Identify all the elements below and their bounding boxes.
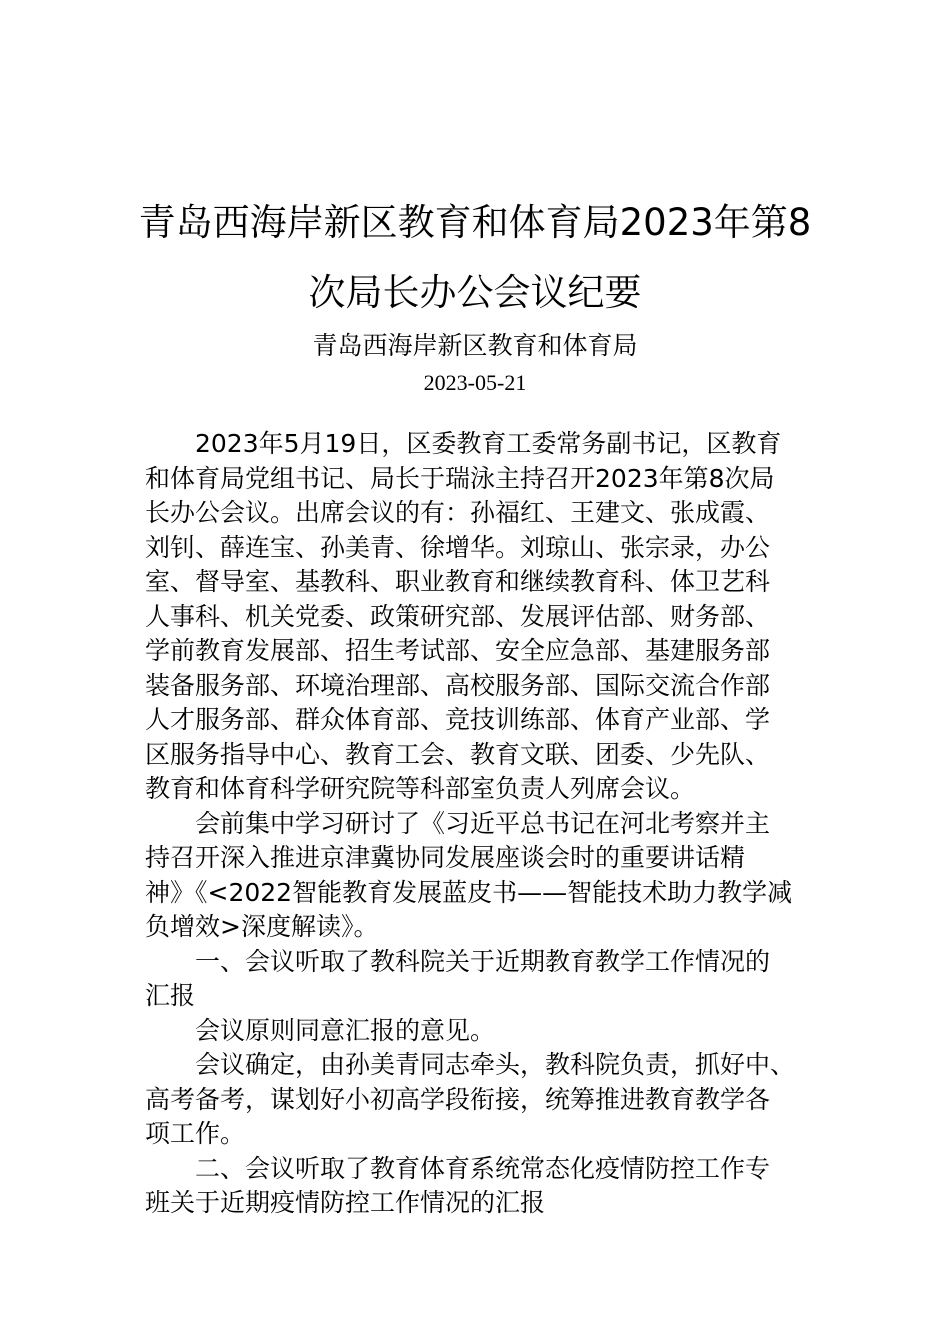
document-date: 2023-05-21 xyxy=(423,370,527,395)
body-text-line: 人事科、机关党委、政策研究部、发展评估部、财务部、 xyxy=(145,601,771,631)
document-title-line-2: 次局长办公会议纪要 xyxy=(308,271,642,314)
body-text-line: 室、督导室、基教科、职业教育和继续教育科、体卫艺科 xyxy=(145,567,771,596)
body-text-line: 高考备考，谋划好小初高学段衔接，统筹推进教育教学各 xyxy=(145,1084,771,1114)
body-text-line: 持召开深入推进京津冀协同发展座谈会时的重要讲话精 xyxy=(145,843,746,872)
body-text-line: 装备服务部、环境治理部、高校服务部、国际交流合作部 xyxy=(145,670,771,700)
body-text-line: 汇报 xyxy=(145,981,196,1010)
body-text-line: 学前教育发展部、招生考试部、安全应急部、基建服务部 xyxy=(145,636,771,665)
body-text-line: 负增效>深度解读》。 xyxy=(145,912,379,941)
body-text-line: 长办公会议。出席会议的有：孙福红、王建文、张成霞、 xyxy=(145,498,771,527)
body-text-line: 项工作。 xyxy=(145,1119,246,1148)
body-text-line: 二、会议听取了教育体育系统常态化疫情防控工作专 xyxy=(195,1153,771,1183)
body-text-line: 人才服务部、群众体育部、竞技训练部、体育产业部、学 xyxy=(145,705,771,734)
document-issuer: 青岛西海岸新区教育和体育局 xyxy=(312,331,638,360)
document-title-line-1: 青岛西海岸新区教育和体育局2023年第8 xyxy=(138,201,812,244)
body-text-line: 一、会议听取了教科院关于近期教育教学工作情况的 xyxy=(195,946,771,976)
body-text-line: 班关于近期疫情防控工作情况的汇报 xyxy=(145,1188,546,1217)
body-text-line: 刘钊、薛连宝、孙美青、徐增华。刘琼山、张宗录，办公 xyxy=(145,532,771,562)
body-text-line: 和体育局党组书记、局长于瑞泳主持召开2023年第8次局 xyxy=(145,463,775,493)
body-text-line: 会议原则同意汇报的意见。 xyxy=(195,1015,496,1045)
body-text-line: 神》《<2022智能教育发展蓝皮书——智能技术助力教学减 xyxy=(145,877,793,907)
document-body xyxy=(145,427,815,1221)
body-text-line: 2023年5月19日，区委教育工委常务副书记，区教育 xyxy=(195,429,782,458)
body-text-line: 教育和体育科学研究院等科部室负责人列席会议。 xyxy=(145,774,696,803)
body-text-line: 会前集中学习研讨了《习近平总书记在河北考察并主 xyxy=(195,808,771,838)
body-text-line: 会议确定，由孙美青同志牵头，教科院负责，抓好中、 xyxy=(195,1050,796,1079)
body-text-line: 区服务指导中心、教育工会、教育文联、团委、少先队、 xyxy=(145,739,771,769)
